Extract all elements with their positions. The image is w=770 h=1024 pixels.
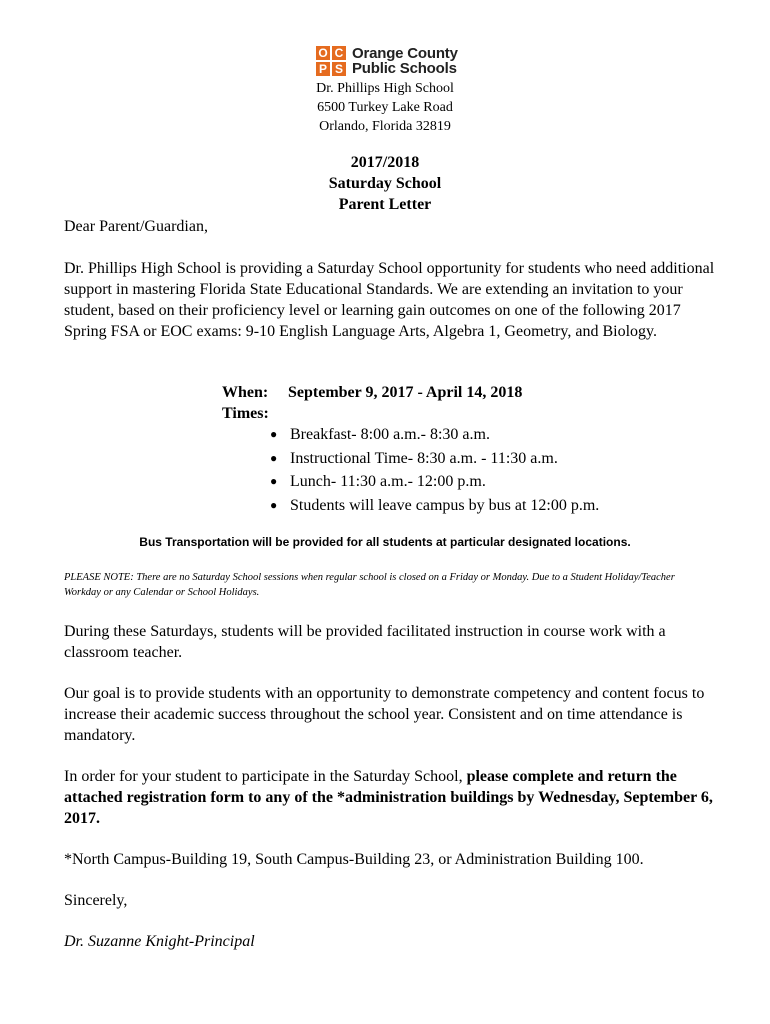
when-row <box>222 382 522 403</box>
times-label: Times: <box>222 405 269 422</box>
registration-paragraph <box>64 766 724 829</box>
list-item: ● Breakfast- 8:00 a.m.- 8:30 a.m. <box>270 423 599 447</box>
when-value: September 9, 2017 - April 14, 2018 <box>288 384 523 401</box>
title-line-2: Parent Letter <box>338 196 432 213</box>
letter-title <box>0 152 770 215</box>
registration-instructions: please complete and return the attached registration form to any of the *administration buildings by Wednesday, September 6, 2017. <box>64 768 713 827</box>
logo-line-2: Public Schools <box>352 60 457 77</box>
logo-letter: S <box>332 62 346 76</box>
please-note: PLEASE NOTE: There are no Saturday School sessions when regular school is closed on a Friday or Monday. Due to a Student Holiday/Teacher Workday or any Calendar or School Holidays. <box>64 572 675 598</box>
logo-letter: P <box>316 62 330 76</box>
buildings-list: *North Campus-Building 19, South Campus-Building 23, or Administration Building 100. <box>64 851 644 868</box>
logo-wordmark <box>352 46 458 76</box>
greeting: Dear Parent/Guardian, <box>64 218 208 235</box>
title-line-1: Saturday School <box>328 175 442 192</box>
signature: Dr. Suzanne Knight-Principal <box>64 933 255 950</box>
school-street: 6500 Turkey Lake Road <box>317 100 453 115</box>
times-list <box>270 423 599 517</box>
list-item: ● Lunch- 11:30 a.m.- 12:00 p.m. <box>270 470 599 494</box>
when-label: When: <box>222 384 269 401</box>
ocps-logo <box>316 44 476 78</box>
list-item: ● Students will leave campus by bus at 12:00 p.m. <box>270 494 599 518</box>
closing: Sincerely, <box>64 892 128 909</box>
saturdays-paragraph: During these Saturdays, students will be provided facilitated instruction in course work with a classroom teacher. <box>64 623 666 661</box>
goal-paragraph: Our goal is to provide students with an opportunity to demonstrate competency and content focus to increase their academic success throughout the school year. Consistent and on time attendance is mandatory. <box>64 685 705 744</box>
title-year: 2017/2018 <box>350 154 420 171</box>
ocps-logo-mark <box>316 46 346 76</box>
intro-paragraph: Dr. Phillips High School is providing a Saturday School opportunity for students who need additional support in mastering Florida State Educational Standards. We are extending an invitation to your student, based on their proficiency level or learning gain outcomes on one of the following 2017 Spring FSA or EOC exams: 9-10 English Language Arts, Algebra 1, Geometry, and Biology. <box>64 260 715 340</box>
bus-transportation-note: Bus Transportation will be provided for all students at particular designated locations. <box>139 535 631 549</box>
logo-letter: O <box>316 46 330 60</box>
school-name: Dr. Phillips High School <box>316 81 454 96</box>
list-item: ● Instructional Time- 8:30 a.m. - 11:30 a.m. <box>270 447 599 471</box>
logo-line-1: Orange County <box>352 45 458 62</box>
logo-letter: C <box>332 46 346 60</box>
school-city: Orlando, Florida 32819 <box>319 119 451 134</box>
school-address <box>0 79 770 136</box>
registration-text: In order for your student to participate in the Saturday School, <box>64 768 467 785</box>
